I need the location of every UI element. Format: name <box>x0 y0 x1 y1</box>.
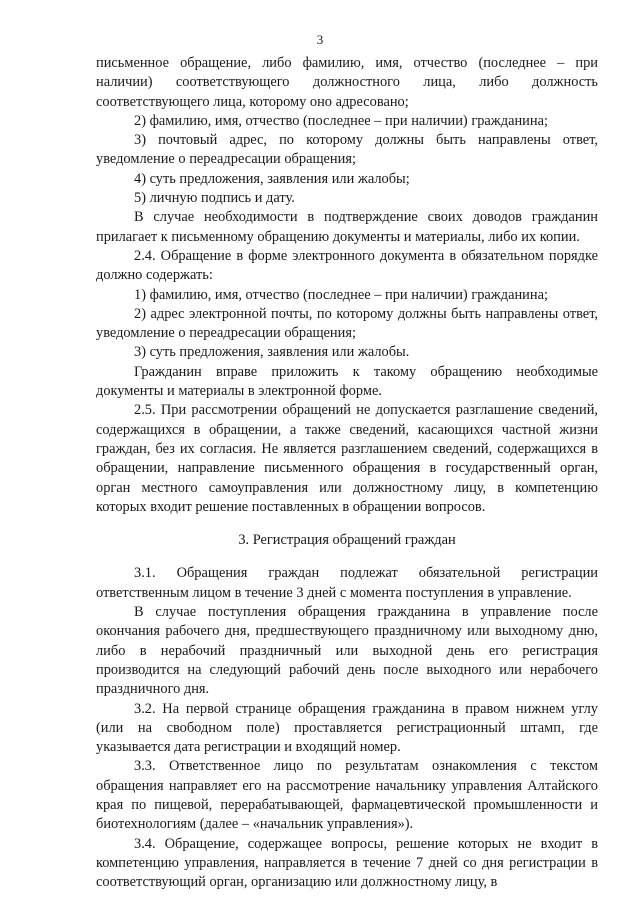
paragraph: 2) адрес электронной почты, по которому должны быть направлены ответ, уведомление о переадресации обращения; <box>96 305 598 342</box>
section-2-continuation <box>96 54 598 517</box>
paragraph: 2.4. Обращение в форме электронного документа в обязательном порядке должно содержать: <box>96 247 598 284</box>
paragraph: 5) личную подпись и дату. <box>134 190 295 207</box>
paragraph: 1) фамилию, имя, отчество (последнее – при наличии) гражданина; <box>134 286 548 303</box>
paragraph: 3) суть предложения, заявления или жалобы. <box>134 344 410 361</box>
paragraph: 2.5. При рассмотрении обращений не допускается разглашение сведений, содержащихся в обращении, а также сведений, касающихся частной жизни граждан, без их согласия. Не является разглашением сведений, содержащихся в обращении, направление письменного обращения в государственный орган, орган местного самоуправления или должностному лицу, в компетенцию которых входит решение поставленных в обращении вопросов. <box>96 402 598 515</box>
paragraph: В случае поступления обращения гражданина в управление после окончания рабочего дня, предшествующего праздничному или выходному дню, либо в нерабочий праздничный или выходной день его регистрация производится на следующий рабочий день после выходного или нерабочего праздничного дня. <box>96 604 598 698</box>
paragraph: Гражданин вправе приложить к такому обращению необходимые документы и материалы в электронной форме. <box>96 363 598 400</box>
paragraph: письменное обращение, либо фамилию, имя, отчество (последнее – при наличии) соответствующего должностного лица, либо должность соответствующего лица, которому оно адресовано; <box>96 55 598 110</box>
paragraph: 3.1. Обращения граждан подлежат обязательной регистрации ответственным лицом в течение 3 дней с момента поступления в управление. <box>96 565 598 601</box>
paragraph: 4) суть предложения, заявления или жалобы; <box>134 170 410 187</box>
paragraph: 3.4. Обращение, содержащее вопросы, решение которых не входит в компетенцию управления, направляется в течение 7 дней со дня регистрации в соответствующий орган, организацию или должностному лицу, в <box>96 835 598 891</box>
page-number: 3 <box>316 32 324 47</box>
paragraph: 2) фамилию, имя, отчество (последнее – при наличии) гражданина; <box>134 112 548 129</box>
paragraph: В случае необходимости в подтверждение своих доводов гражданин прилагает к письменному обращению документы и материалы, либо их копии. <box>96 209 598 245</box>
paragraph: 3) почтовый адрес, по которому должны быть направлены ответ, уведомление о переадресации обращения; <box>96 132 598 168</box>
document-body <box>96 54 598 892</box>
section-3-body <box>96 564 598 892</box>
paragraph: 3.2. На первой странице обращения гражданина в правом нижнем углу (или на свободном поле) проставляется регистрационный штамп, где указывается дата регистрации и входящий номер. <box>96 700 598 756</box>
section-heading: 3. Регистрация обращений граждан <box>238 532 456 549</box>
paragraph: 3.3. Ответственное лицо по результатам ознакомления с текстом обращения направляет его на рассмотрение начальнику управления Алтайского края по пищевой, перерабатывающей, фармацевтической промышленности и биотехнологиям (далее – «начальник управления»). <box>96 758 598 833</box>
